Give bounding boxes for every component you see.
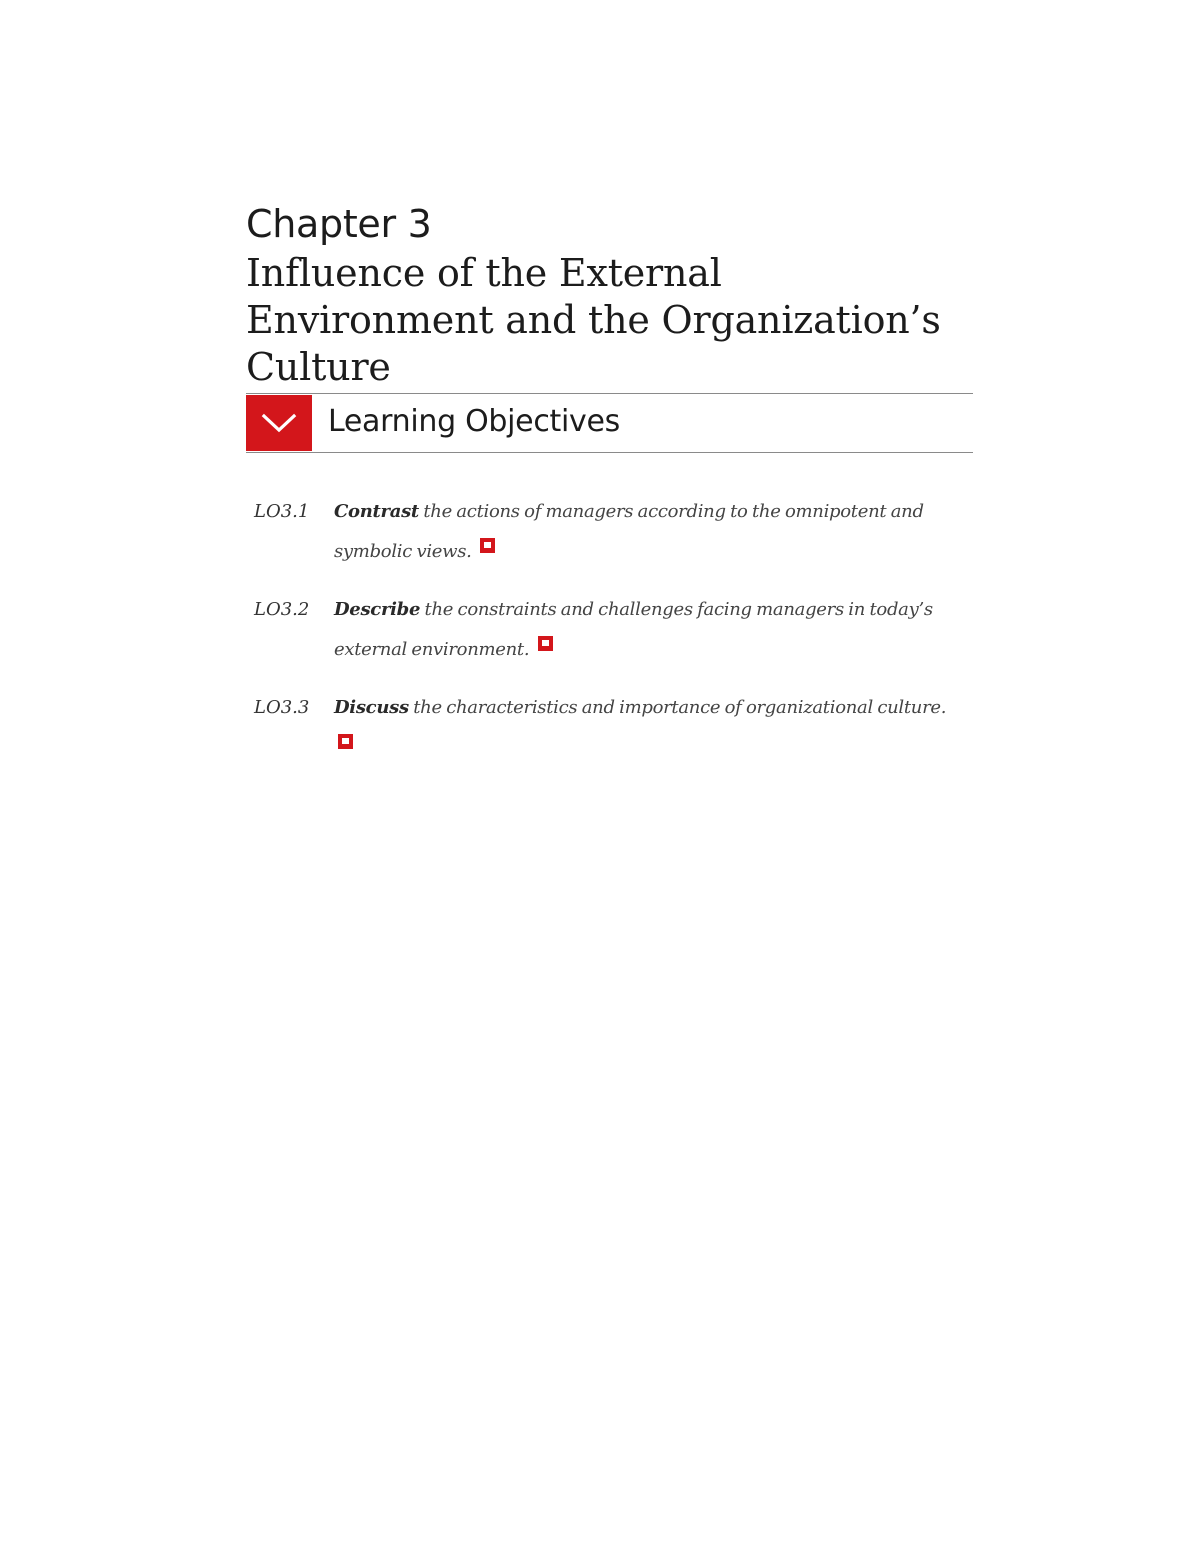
learning-objectives-heading: Learning Objectives: [328, 404, 620, 439]
objective-verb: Discuss: [334, 697, 409, 718]
learning-objectives-banner: [246, 393, 973, 453]
list-item: [254, 688, 954, 768]
objective-number: LO3.3: [254, 697, 310, 718]
chapter-title: [246, 250, 973, 391]
square-link-icon[interactable]: [338, 724, 353, 764]
objective-verb: Contrast: [334, 501, 419, 522]
objective-number: LO3.2: [254, 599, 310, 620]
list-item: [254, 590, 954, 670]
list-item: [254, 492, 954, 572]
objective-number: LO3.1: [254, 501, 310, 522]
objective-verb: Describe: [334, 599, 421, 620]
objective-description: the actions of managers according to the omnipotent and symbolic views.: [334, 501, 924, 562]
objective-text: [334, 590, 954, 670]
objective-description: the characteristics and importance of organizational culture.: [408, 697, 947, 718]
objective-text: [334, 688, 954, 768]
chapter-header: [246, 198, 973, 391]
chapter-title-line: Influence of the External: [246, 251, 722, 295]
chapter-title-line: Environment and the Organization’s: [246, 298, 941, 342]
chapter-title-line: Culture: [246, 345, 391, 389]
chapter-label: Chapter 3: [246, 202, 432, 246]
square-link-icon[interactable]: [538, 626, 553, 666]
square-link-icon[interactable]: [480, 528, 495, 568]
objectives-list: [254, 492, 954, 786]
chevron-down-icon[interactable]: [246, 395, 312, 451]
objective-description: the constraints and challenges facing managers in today’s external environment.: [334, 599, 933, 660]
objective-text: [334, 492, 954, 572]
